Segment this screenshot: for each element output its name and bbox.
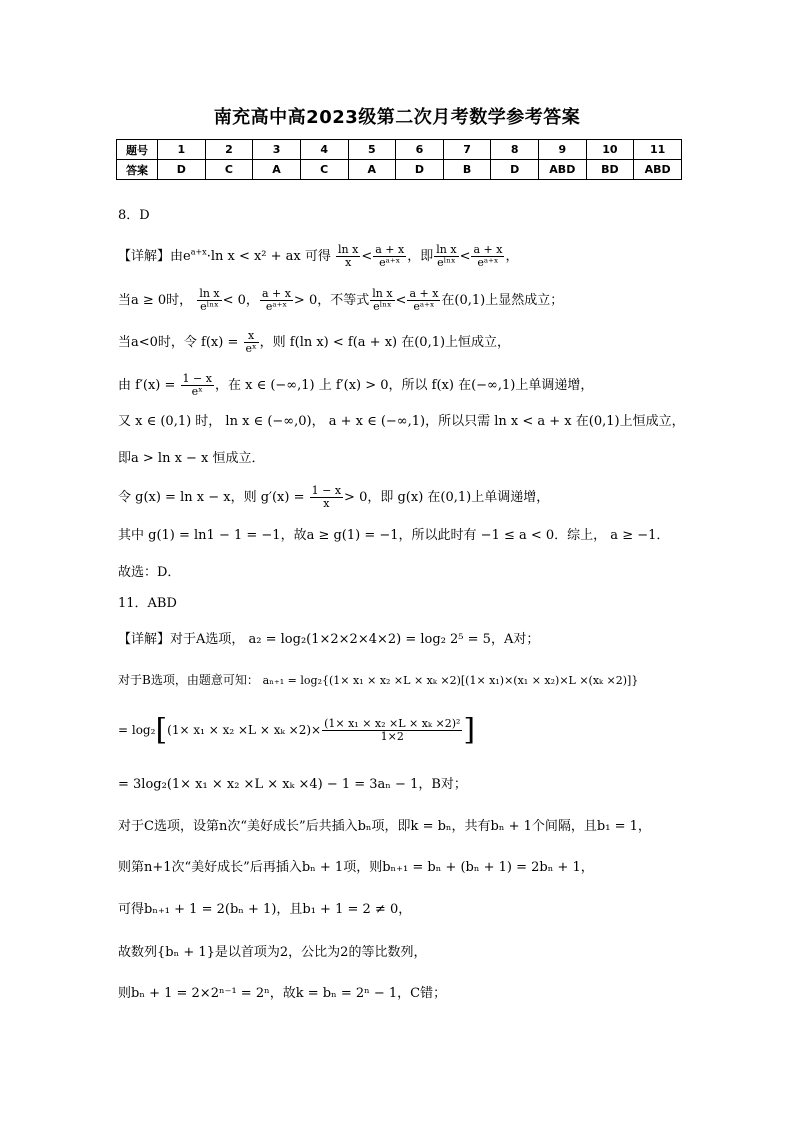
question-number: 7 bbox=[443, 140, 491, 160]
q11-line-3-text-b: (1× x₁ × x₂ ×L × xₖ ×2)× bbox=[167, 723, 322, 737]
q11-line-2-formula: aₙ₊₁ = log₂{(1× x₁ × x₂ ×L × xₖ ×2)[(1× x₁)×(x₁ × x₂)×L ×(xₖ ×2)]} bbox=[262, 674, 639, 687]
q11-line-3: = log₂[(1× x₁ × x₂ ×L × xₖ ×2)× $\frac{\text{(1× x₁ × x₂ ×L × xₖ ×2)²}}{1\times 2}$ ] bbox=[118, 712, 476, 748]
q11-line-2-text-a: 对于B选项，由题意可知： bbox=[118, 673, 259, 687]
q11-line-8: 故数列{bₙ + 1}是以首项为2，公比为2的等比数列， bbox=[118, 945, 427, 960]
fraction: $\frac{a + x}{\text{eᵃ⁺ˣ}}$ bbox=[473, 243, 503, 269]
question-number: 10 bbox=[586, 140, 634, 160]
answer-cell: A bbox=[253, 160, 301, 180]
fraction: $\frac{\text{(1× x₁ × x₂ ×L × xₖ ×2)²}}{1\times 2}$ bbox=[324, 717, 461, 743]
q8-line-4 bbox=[118, 373, 593, 398]
q11-line-7: 可得bₙ₊₁ + 1 = 2(bₙ + 1)，且b₁ + 1 = 2 ≠ 0， bbox=[118, 902, 412, 917]
fraction: $\frac{a + x}{\text{eᵃ⁺ˣ}}$ bbox=[261, 287, 291, 313]
q8-line-1-exponent: a+x bbox=[190, 247, 207, 257]
q8-line-3-text-b: ，则 f(ln x) < f(a + x) 在(0,1)上恒成立， bbox=[259, 335, 511, 350]
q8-line-2-text-a: 当a ≥ 0时， bbox=[118, 293, 193, 308]
q8-line-3 bbox=[118, 330, 510, 355]
q8-line-7-text-b: > 0，即 g(x) 在(0,1)上单调递增， bbox=[344, 490, 550, 505]
answer-cell: C bbox=[300, 160, 348, 180]
q8-line-7-text-a: 令 g(x) = ln x − x，则 g′(x) = bbox=[118, 490, 305, 505]
q8-line-4-text-b: ，在 x ∈ (−∞,1) 上 f′(x) > 0，所以 f(x) 在(−∞,1)上单调递增， bbox=[214, 378, 594, 393]
question-number: 8 bbox=[491, 140, 539, 160]
answer-table-header-label: 题号 bbox=[117, 140, 158, 160]
q8-heading: 8．D bbox=[118, 208, 150, 223]
q11-line-5: 对于C选项，设第n次“美好成长”后共插入bₙ项，即k = bₙ，共有bₙ + 1个间隔，且b₁ = 1， bbox=[118, 819, 651, 834]
q8-line-7 bbox=[118, 485, 549, 510]
answer-table-answer-label: 答案 bbox=[117, 160, 158, 180]
answer-cell: D bbox=[158, 160, 206, 180]
question-number: 9 bbox=[539, 140, 587, 160]
page-title: 南充高中高2023级第二次月考数学参考答案 bbox=[213, 107, 581, 128]
answer-cell: C bbox=[205, 160, 253, 180]
fraction: $\frac{a + x}{\text{eᵃ⁺ˣ}}$ bbox=[375, 243, 405, 269]
fraction: $\frac{1 - x}{\text{eˣ}}$ bbox=[182, 372, 212, 398]
answer-cell: ABD bbox=[634, 160, 682, 180]
q8-line-1-text-b: ·ln x < x² + ax 可得 bbox=[206, 249, 331, 264]
answer-cell: BD bbox=[586, 160, 634, 180]
q8-line-2-text-b: < 0， bbox=[222, 293, 259, 308]
q8-line-9: 故选：D． bbox=[118, 565, 181, 580]
q8-line-1-text-a: 【详解】由e bbox=[118, 249, 191, 264]
answer-cell: D bbox=[491, 160, 539, 180]
question-number: 5 bbox=[348, 140, 396, 160]
q11-line-3-text-a: = log₂ bbox=[118, 723, 156, 737]
q11-line-2 bbox=[118, 672, 638, 689]
q11-line-1: 【详解】对于A选项， a₂ = log₂(1×2×2×4×2) = log₂ 2⁵ = 5，A对； bbox=[118, 632, 540, 647]
fraction: $\frac{1 - x}{x}$ bbox=[311, 484, 342, 510]
q11-line-6: 则第n+1次“美好成长”后再插入bₙ + 1项，则bₙ₊₁ = bₙ + (bₙ + 1) = 2bₙ + 1， bbox=[118, 860, 594, 875]
answer-cell: A bbox=[348, 160, 396, 180]
q11-heading: 11．ABD bbox=[118, 596, 177, 611]
q8-line-6: 即a > ln x − x 恒成立． bbox=[118, 451, 265, 466]
answer-cell: ABD bbox=[539, 160, 587, 180]
answer-cell: D bbox=[396, 160, 444, 180]
question-number: 4 bbox=[300, 140, 348, 160]
answer-table-header-row bbox=[117, 140, 682, 160]
fraction: $\frac{\text{ln x}}{\text{eˡⁿˣ}}$ bbox=[372, 287, 393, 313]
fraction: $\frac{\text{ln x}}{\text{eˡⁿˣ}}$ bbox=[199, 287, 220, 313]
q8-line-2: 当a ≥ 0时， $\frac{\text{ln x}}{\text{eˡⁿˣ}}$ < 0， $\frac{a + x}{\text{eᵃ⁺ˣ}}$ > 0，不等式 $\frac{\text{ln x}}{\text{eˡⁿˣ}}$ < $\frac{a + x}{\text{eᵃ⁺ˣ}}$ 在(0,1)上显然成立； bbox=[118, 287, 564, 313]
fraction: $\frac{\text{ln x}}{\text{eˡⁿˣ}}$ bbox=[436, 243, 457, 269]
answer-cell: B bbox=[443, 160, 491, 180]
q8-line-8: 其中 g(1) = ln1 − 1 = −1，故a ≥ g(1) = −1，所以此时有 −1 ≤ a < 0．综上， a ≥ −1． bbox=[118, 528, 670, 543]
fraction: $\frac{\text{ln x}}{x}$ bbox=[338, 243, 359, 269]
q8-line-2-text-d: 在(0,1)上显然成立； bbox=[441, 293, 564, 308]
q8-line-4-text-a: 由 f′(x) = bbox=[118, 378, 176, 393]
question-number: 6 bbox=[396, 140, 444, 160]
q8-line-1: 【详解】由$e^{a+x}\cdot\ln$ x < x² + ax 可得 $\frac{\text{ln x}}{x}$ < $\frac{a + x}{\text{eᵃ⁺ˣ}}$ ，即 $\frac{\text{ln x}}{\text{eˡⁿˣ}}$ < $\frac{a + x}{\text{eᵃ⁺ˣ}}$ ， bbox=[118, 243, 519, 269]
fraction: $\frac{x}{\text{eˣ}}$ bbox=[245, 329, 257, 355]
question-number: 2 bbox=[205, 140, 253, 160]
q8-line-1-text-c: ，即 bbox=[407, 249, 434, 264]
q8-line-2-text-c: > 0，不等式 bbox=[293, 293, 370, 308]
question-number: 11 bbox=[634, 140, 682, 160]
q11-line-4: = 3log₂(1× x₁ × x₂ ×L × xₖ ×4) − 1 = 3aₙ − 1，B对； bbox=[118, 777, 467, 792]
question-number: 1 bbox=[158, 140, 206, 160]
q11-line-9: 则bₙ + 1 = 2×2ⁿ⁻¹ = 2ⁿ，故k = bₙ = 2ⁿ − 1，C错； bbox=[118, 986, 447, 1001]
answer-table-answer-row bbox=[117, 160, 682, 180]
question-number: 3 bbox=[253, 140, 301, 160]
answer-table bbox=[116, 139, 682, 180]
fraction: $\frac{a + x}{\text{eᵃ⁺ˣ}}$ bbox=[409, 287, 439, 313]
q8-line-5: 又 x ∈ (0,1) 时， ln x ∈ (−∞,0)， a + x ∈ (−∞,1)，所以只需 ln x < a + x 在(0,1)上恒成立， bbox=[118, 414, 685, 429]
q8-line-3-text-a: 当a<0时，令 f(x) = bbox=[118, 335, 239, 350]
